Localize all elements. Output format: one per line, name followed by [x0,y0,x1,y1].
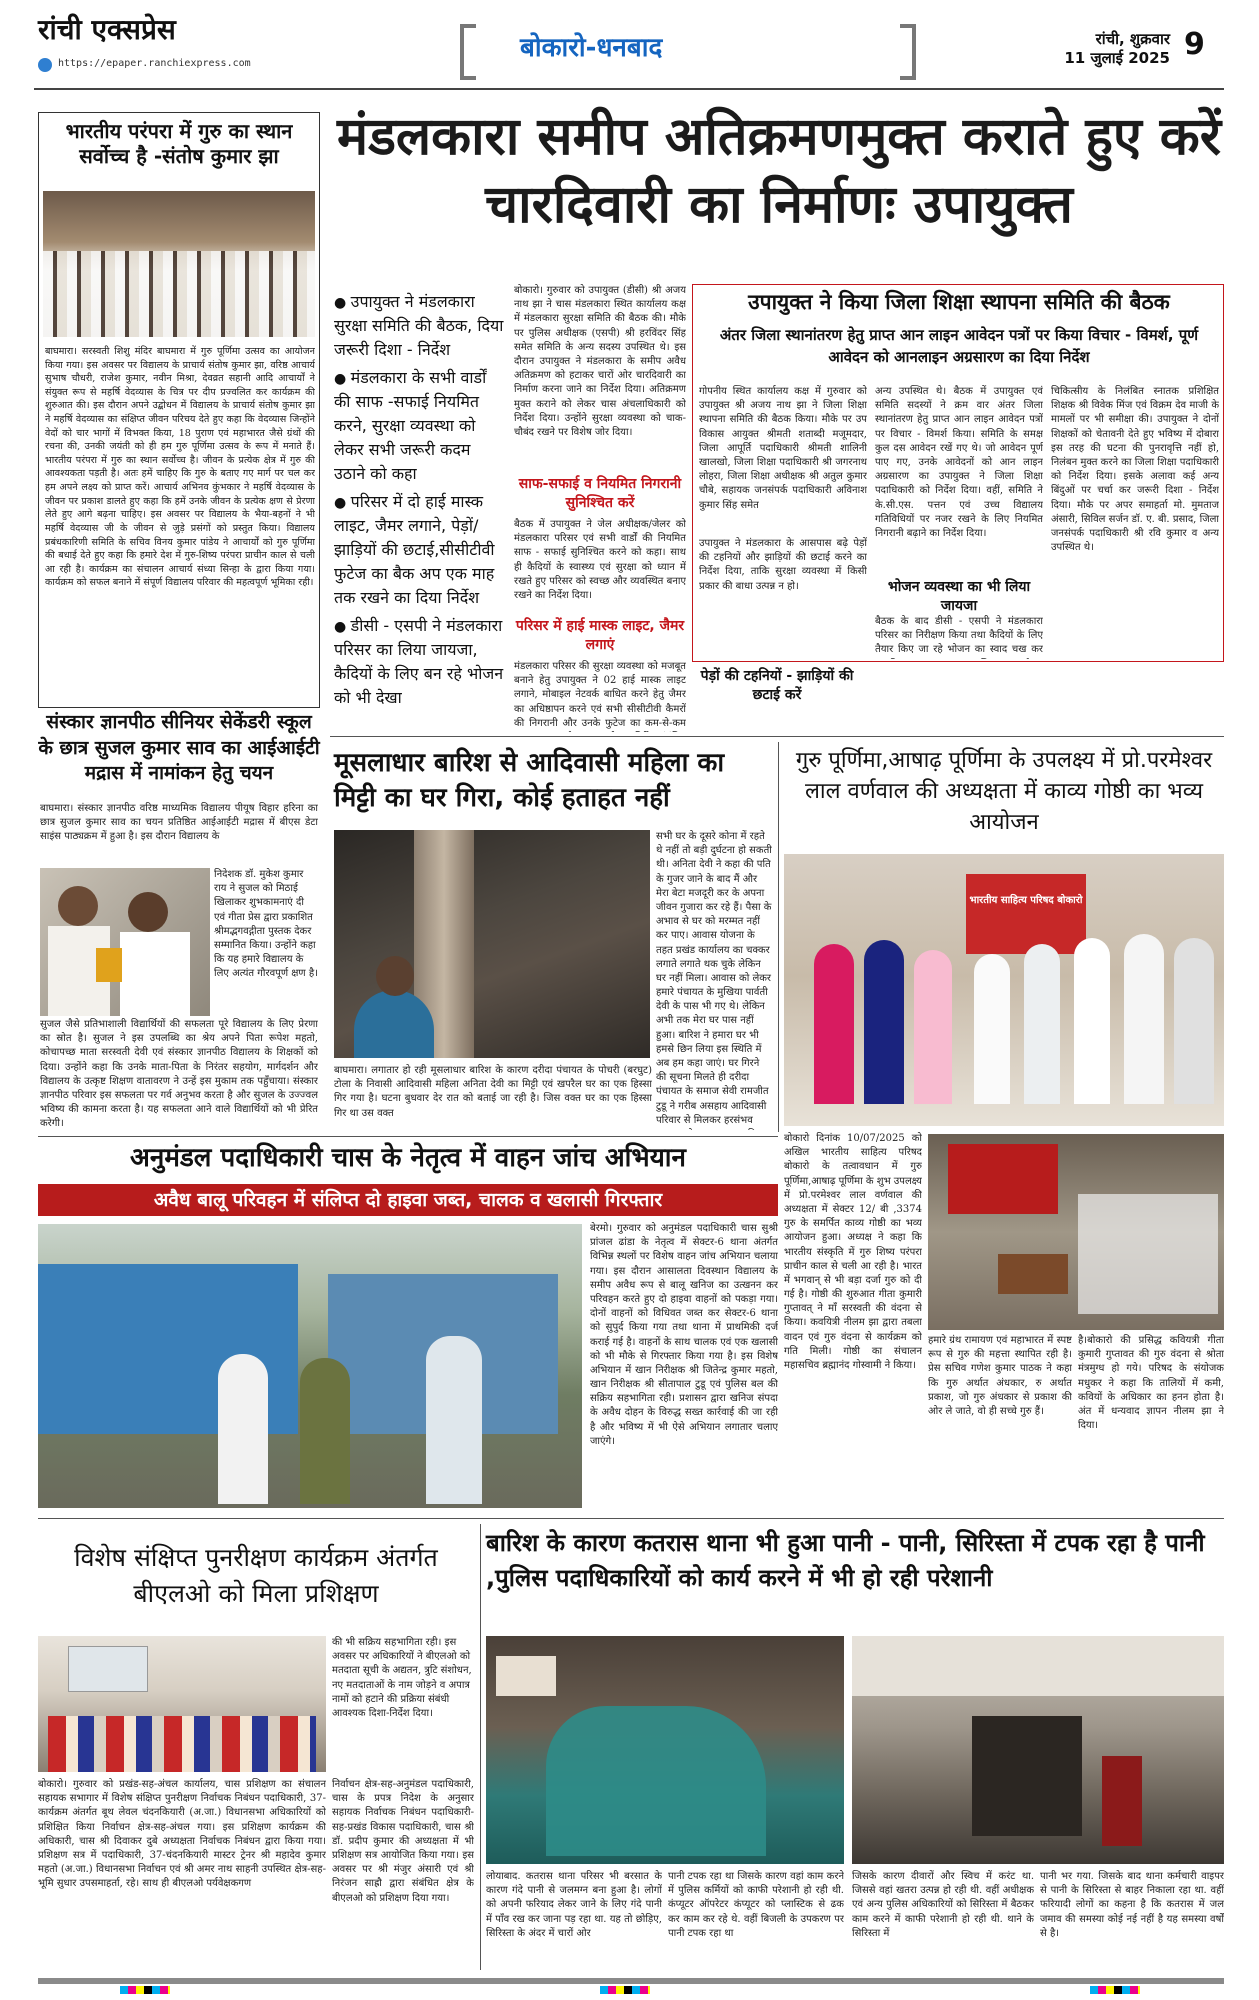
katras-body-3: जिसके कारण दीवारों और स्विच में करंट था. जिससे वहां खतरा उत्पन्न हो रही थी. वहीं अधीक्षक एवं अन्य पुलिस अधिकारियों को सिरिस्ता में बैठकर काम करने में काफी परेशानी हो रही थी. थाने के सिरिस्ता में [852,1871,1034,1939]
adivasi-body-1: सभी घर के दूसरे कोना में रहते थे नहीं तो बड़ी दुर्घटना हो सकती थी। अनिता देवी ने कहा की पति के गुजर जाने के बाद मैं और मेरा बेटा मजदूरी कर के अपना जीवन गुजारा कर रहे हैं। पैसा के अभाव से घर को मरम्मत नहीं कर पाए। आवास योजना के तहत प्रखंड कार्यालय का चक्कर लगाते लगाते थक चुके लेकिन घर नहीं मिला। आवास को लेकर हमारे पंचायत के मुखिया पार्वती देवी के पास भी गए थे। लेकिन अभी तक मेरा घर पास नहीं हुआ। बारिश ने हमारा घर भी हमसे छिन लिया इस स्थिति में अब हम कहा जाएं। घर गिरने की सूचना मिलते ही दरीदा पंचायत के समाज सेवी रामजीत टुडू ने गरीब असहाय आदिवासी परिवार से मिलकर हरसंभव [656,831,772,1126]
blo-body-2: बोकारो। गुरुवार को प्रखंड-सह-अंचल कार्यालय, चास प्रशिक्षण का संचालन सहायक सभागार में विशेष संक्षिप्त पुनरीक्षण निर्वाचक निबंधन पदाधिकारी, 37-कार्यक्रम अंतर्गत बूथ लेवल चंदनकियारी (अ.जा.) विधानसभा अधिकारियों को प्रशिक्षित किया निर्वाचन क्षेत्र-सह-अंचल गया। इस प्रशिक्षण कार्यक्रम की अधिकारी, चास श्री दिवाकर दुबे अध्यक्षता निर्वाचक निबंधन द्वारा किया गया। प्रशिक्षण सत्र में पदाधिकारी, 37-चंदनकियारी मास्टर ट्रेनर श्री महादेव कुमार महतो (अ.जा.) विधानसभा निर्वाचन एवं श्री अमर नाथ साहनी उपस्थित क्षेत्र-सह-भूमि सुधार उपसमाहर्ता, रहे। साथ ही बीएलओ पर्यवेक्षकगण [38,1779,326,1890]
divider-v-2 [480,1524,481,1970]
gosthi-body-2: हमारे ग्रंथ रामायण एवं महाभारत में स्पष्ट रूप से गुरु की महत्ता स्थापित रही है। प्रेस सचिव गणेश कुमार पाठक ने कहा कि गुरु अर्थात अंधकार, रु अर्थात प्रकाश, जो गुरु अंधकार से प्रकाश की ओर ले जाते, वो ही सच्चे गुरु हैं। [928,1335,1072,1417]
registration-mark-center [600,1986,650,1994]
shiksha-box [692,284,1224,662]
guru-headline: भारतीय परंपरा में गुरु का स्थान सर्वोच्च है -संतोष कुमार झा [65,119,293,168]
gosthi-meeting-photo [928,1134,1224,1330]
section-title: बोकारो-धनबाद [520,33,663,63]
katras-body-4: पानी भर गया. जिसके बाद थाना कर्मचारी वाइपर से पानी के सिरिस्ता से बाहर निकाला रहा था. वहीं फरियादी लोगों का कहना है कि कतरास में जल जमाव की समस्या कोई नई नहीं है यह समस्या वर्षों से है। [1040,1871,1224,1939]
adivasi-headline: मूसलाधार बारिश से आदिवासी महिला का मिट्टी का घर गिरा, कोई हताहत नहीं [334,748,725,814]
page-number: 9 [1184,27,1205,62]
katras-body-2: पानी टपक रहा था जिसके कारण वहां काम करने में पुलिस कर्मियों को काफी परेशानी हो रही थी. कंप्यूटर ऑपरेटर कंप्यूटर को प्लास्टिक से ढक कर काम कर रहे थे. वहीं बिजली के उपकरण पर पानी टपक रहा था [668,1871,844,1939]
gosthi-group-photo [784,854,1224,1126]
sanskar-body-3: सुजल जैसे प्रतिभाशाली विद्यार्थियों की सफलता पूरे विद्यालय के लिए प्रेरणा का स्रोत है। सुजल ने इस उपलब्धि का श्रेय अपने पिता रूपेश महतो, कोचापच्छ माता सरस्वती देवी एवं संस्कार ज्ञानपीठ विद्यालय के शिक्षकों को दिया। उन्होंने कहा कि उनके माता-पिता के निरंतर सहयोग, मार्गदर्शन और विद्यालय के उत्कृष्ट शिक्षण वातावरण ने उन्हें इस मुकाम तक पहुँचाया। संस्कार ज्ञानपीठ परिवार इस सफलता पर गर्व अनुभव करता है और सुजल के उज्ज्वल भविष्य की कामना करता है। यह सफलता आने वाले विद्यार्थियों को भी प्रेरित करेगी। [40,1019,318,1130]
award-photo [40,868,210,1016]
shiksha-subhead-2: भोजन व्यवस्था का भी लिया जायजा [887,579,1031,614]
blo-body-1: की भी सक्रिय सहभागिता रही। इस अवसर पर अधिकारियों ने बीएलओ को मतदाता सूची के अद्यतन, त्रुटि संशोधन, नए मतदाताओं के नाम जोड़ने व अपात्र नामों को हटाने की प्रक्रिया संबंधी आवश्यक दिशा-निर्देश दिया। [332,1637,472,1719]
blo-body-3: निर्वाचन क्षेत्र-सह-अनुमंडल पदाधिकारी, चास के प्रपत्र निदेश के अनुसार सहायक निर्वाचक निबंधन पदाधिकारी-सह-प्रखंड विकास पदाधिकारी, चास श्री डॉ. प्रदीप कुमार की अध्यक्षता में भी प्रशिक्षण सत्र आयोजित किया गया। इस अवसर पर श्री मंजुर अंसारी एवं श्री निरंजन साह्रौ द्वारा संबंधित क्षेत्र के बीएलओ को प्रशिक्षण दिया गया। [332,1779,474,1904]
katras-body-1: लोयाबाद. कतरास थाना परिसर भी बरसात के कारण गंदे पानी से जलमग्न बना हुआ है। लोगों को अपनी फरियाद लेकर जाने के लिए गंदे पानी में पाँव रख कर जाना पड़ रहा था. यह तो छोड़िए, सिरिस्ता के अंदर में चारों ओर [486,1871,662,1939]
epaper-url[interactable]: https://epaper.ranchiexpress.com [58,58,251,69]
gosthi-body-1: बोकारो दिनांक 10/07/2025 को अखिल भारतीय साहित्य परिषद बोकारो के तत्वावधान में गुरु पूर्णिमा,आषाढ़ पूर्णिमा के शुभ उपलक्ष्य में प्रो.परमेश्वर लाल वर्णवाल की अध्यक्षता में सेक्टर 12/ बी ,3374 गुरु के समर्पित काव्य गोष्ठी का भव्य आयोजन हुआ। अध्यक्ष ने कहा कि भारतीय संस्कृति में गुरु शिष्य परंपरा प्राचीन काल से चली आ रही है। भारत में भगवान् से भी बड़ा दर्जा गुरु को दी गई है। गोष्ठी की शुरुआत गीता कुमारी गुप्तावत् ने माँ सरस्वती की वंदना से किया। कवयित्री नीलम झा द्वारा तबला वादन एवं गुरु वंदना से कार्यक्रम को गति मिली। गोष्ठी का संचालन महासचिव ब्रह्मानंद गोस्वामी ने किया। [784,1133,922,1371]
mandal-subhead-1: साफ-सफाई व नियमित निगरानी सुनिश्चित करें [518,476,682,511]
vahan-body: बेरमो। गुरुवार को अनुमंडल पदाधिकारी चास सुश्री प्रांजल ढांडा के नेतृत्व में सेक्टर-6 थाना अंतर्गत विभिन्न स्थलों पर विशेष वाहन जांच अभियान चलाया गया। इस दौरान आसालता दिवस्थान विद्यालय के समीप अवैध रूप से बालू खनिज का उत्खनन कर परिवहन करते हुए दो हाइवा वाहनों को पकड़ा गया। दोनों वाहनों को विधिवत जब्त कर सेक्टर-6 थाना को सुपुर्द किया गया तथा थाना में प्राथमिकी दर्ज कराई गई है। वाहनों के साथ चालक एवं एक खलासी को भी मौके से गिरफ्तार किया गया है। इस विशेष अभियान में खान निरीक्षक श्री जितेन्द्र कुमार महतो, खान निरीक्षक श्री सीतापाल टुडू एवं पुलिस बल की सक्रिय सहभागिता रही। प्रशासन द्वारा खनिज संपदा के अवैध दोहन के विरुद्ध सख्त कार्रवाई की जा रही है और भविष्य में भी ऐसे अभियान लगातार चलाए जाएंगे। [590,1223,778,1447]
divider-v-1 [778,742,779,1132]
mandal-body-2: बैठक में उपायुक्त ने जेल अधीक्षक/जेलर को मंडलकारा परिसर एवं सभी वार्डों की नियमित साफ - सफाई सुनिश्चित करने को कहा। साथ ही कैदियों के स्वास्थ्य एवं सुरक्षा को ध्यान में रखते हुए परिसर को स्वच्छ और व्यवस्थित बनाए रखने का निर्देश दिया। [514,519,686,601]
training-photo [38,1636,326,1772]
sanskar-headline: संस्कार ज्ञानपीठ सीनियर सेकेंडरी स्कूल के छात्र सुजल कुमार साव का आईआईटी मद्रास में नामांकन हेतु चयन [38,711,320,785]
date-line [1040,30,1170,68]
students-photo [43,191,315,337]
mandal-bullet-4: ● डीसी - एसपी ने मंडलकारा परिसर का लिया जायजा, कैदियों के लिए बन रहे भोजन को भी देखा [334,614,504,710]
mandal-subhead-3: पेड़ों की टहनियों - झाड़ियों की छटाई करें [700,668,854,703]
vahan-strap-text: अवैध बालू परिवहन में संलिप्त दो हाइवा जब्त, चालक व खलासी गिरफ्तार [153,1189,663,1211]
sanskar-story [38,708,320,1130]
newspaper-logo: रांची एक्सप्रेस [38,13,176,46]
divider-2 [38,1136,778,1137]
guru-story [38,112,320,708]
sanskar-body-2: निदेशक डॉ. मुकेश कुमार राय ने सुजल को मिठाई खिलाकर शुभकामनाएं दी एवं गीता प्रेस द्वारा प्रकाशित श्रीमद्भगवद्गीता पुस्तक देकर सम्मानित किया। उन्होंने कहा कि यह हमारे विद्यालय के लिए अत्यंत गौरवपूर्ण क्षण है। [214,869,318,980]
shiksha-body-3: बैठक के बाद डीसी - एसपी ने मंडलकारा परिसर का निरीक्षण किया तथा कैदियों के लिए तैयार किए जा रहे भोजन का स्वाद चख कर [875,616,1043,656]
vahan-strap [38,1184,778,1216]
right-bracket [900,24,916,80]
mandal-bullet-3: ● परिसर में दो हाई मास्क लाइट, जैमर लगाने, पेड़ों/झाड़ियों की छटाई,सीसीटीवी फुटेज का बैक अप एक माह तक रखने का दिया निर्देश [334,490,504,610]
mandal-body-4: उपायुक्त ने मंडलकारा के आसपास बढ़े पेड़ों की टहनियों और झाड़ियों की छटाई करने का निर्देश दिया, ताकि सुरक्षा व्यवस्था में किसी प्रकार की बाधा उत्पन्न न हो। [699,538,867,592]
shiksha-subhead: अंतर जिला स्थानांतरण हेतु प्राप्त आन लाइन आवेदन पत्रों पर किया विचार - विमर्श, पूर्ण आवेदन को आनलाइन अग्रसारण का दिया निर्देश [719,326,1199,366]
divider-3 [38,1518,1224,1519]
leaking-ceiling-photo [852,1636,1224,1864]
gosthi-body-3: है।बोकारो की प्रसिद्ध कवियत्री गीता कुमारी गुप्तावत की गुरु वंदना से श्रोता मंत्रमुग्ध हो गये। परिषद के संयोजक मधुकर ने कहा कि तालियों में कमी, कवियों के अधिकार का हनन होता है। अंत में धन्यवाद ज्ञापन नीलम झा ने दिया। [1078,1335,1224,1432]
mandal-bullets [334,290,504,730]
gosthi-banner-text: भारतीय साहित्य परिषद बोकारो [969,895,1083,906]
shiksha-body-1: गोपनीय स्थित कार्यालय कक्ष में गुरुवार को उपायुक्त श्री अजय नाथ झा ने जिला शिक्षा स्थापना समिति की बैठक किया। मौके पर उप विकास आयुक्त श्रीमती शताब्दी मजूमदार, जिला आपूर्ति पदाधिकारी श्रीमती शालिनी खालखो, जिला शिक्षा पदाधिकारी श्री जगरनाथ लोहरा, जिला शिक्षा अधीक्षक श्री अतुल कुमार चौबे, सहायक जनसंपर्क पदाधिकारी अविनाश कुमार सिंह समेत [699,386,867,511]
masthead-rule [34,88,1224,90]
mandal-bullet-1: ● उपायुक्त ने मंडलकारा सुरक्षा समिति की बैठक, दिया जरूरी दिशा - निर्देश [334,290,504,362]
gosthi-banner [966,874,1086,954]
city-day: रांची, शुक्रवार [1095,30,1170,48]
registration-mark-left [120,1986,170,1994]
mandal-body-1: बोकारो। गुरुवार को उपायुक्त (डीसी) श्री अजय नाथ झा ने चास मंडलकारा स्थित कार्यालय कक्ष में मंडलकारा सुरक्षा समिति की बैठक की। मौके पर पुलिस अधीक्षक (एसपी) श्री हरविंदर सिंह समेत समिति के अन्य सदस्य उपस्थित थे। इस दौरान उपायुक्त ने मंडलकारा के समीप अवैध अतिक्रमण को हटाकर चारों ओर चारदिवारी का निर्माण करना जाने का निर्देश दिया। अतिक्रमण मुक्त कराने को लेकर चास अंचलाधिकारी को निर्देश दिया। उन्होंने सुरक्षा व्यवस्था को चाक-चौबंद रखने पर विशेष जोर दिया। [514,285,686,438]
trucks-photo [38,1224,582,1508]
footer-bar [38,1978,1224,1984]
collapsed-house-photo [334,830,650,1058]
divider-1 [330,736,1224,737]
mandal-headline: मंडलकारा समीप अतिक्रमणमुक्त कराते हुए करें चारदिवारी का निर्माणः उपायुक्त [336,107,1222,235]
shiksha-body-4: चिकित्सीय के निलंबित स्नातक प्रशिक्षित शिक्षक श्री विवेक मिंज एवं विक्रम देव माजी के मामलों पर भी समीक्षा की। उपायुक्त ने दोनों शिक्षकों को चेतावनी देते हुए भविष्य में दोबारा इस तरह की घटना की पुनरावृत्ति नहीं हो, निलंबन मुक्त करने का जिला शिक्षा पदाधिकारी को निर्देश दिया। इसके अलावा कई अन्य बिंदुओं पर चर्चा कर जरूरी दिशा - निर्देश दिया। मौके पर अपर समाहर्ता मो. मुमताज अंसारी, सिविल सर्जन डॉ. ए. बी. प्रसाद, जिला जनसंपर्क पदाधिकारी श्री रवि कुमार व अन्य उपस्थित थे। [1051,386,1219,554]
mandal-bullet-2: ● मंडलकारा के सभी वार्डों की साफ -सफाई नियमित करने, सुरक्षा व्यवस्था को लेकर सभी जरूरी कदम उठाने को कहा [334,366,504,486]
mandal-body-3: मंडलकारा परिसर की सुरक्षा व्यवस्था को मजबूत बनाने हेतु उपायुक्त ने 02 हाई मास्क लाइट लगाने, मोबाइल नेटवर्क बाधित करने हेतु जैमर का अधिष्ठापन करने एवं सभी सीसीटीवी कैमरों की निगरानी और उनके फुटेज का कम-से-कम [514,661,686,729]
shiksha-body-2: अन्य उपस्थित थे। बैठक में उपायुक्त एवं समिति सदस्यों ने क्रम वार अंतर जिला स्थानांतरण हेतु प्राप्त आन लाइन आवेदन पत्रों पर विचार - विमर्श किया। समिति के समक्ष कुल दस आवेदन रखें गए थे। जो आवेदन पूर्ण पाए गए, उनके आवेदनों को आन लाइन अग्रसारण का उपायुक्त ने जिला शिक्षा पदाधिकारी को निर्देश दिया। वहीं, समिति ने के.सी.एस. पत्तन एवं उच्च विद्यालय गतिविधियों पर नजर रखने के लिए नियमित निगरानी बढ़ाने का निर्देश दिया। [875,386,1043,539]
masthead [0,0,1259,92]
blo-headline: विशेष संक्षिप्त पुनरीक्षण कार्यक्रम अंतर्गत बीएलओ को मिला प्रशिक्षण [74,1543,438,1609]
guru-body: बाघमारा। सरस्वती शिशु मंदिर बाघमारा में गुरु पूर्णिमा उत्सव का आयोजन किया गया। इस अवसर पर विद्यालय के प्राचार्य संतोष कुमार झा, वरिष्ठ आचार्य सुभाष चौधरी, राजेश कुमार, नवीन मिश्रा, देवव्रत सहानी आदि आचार्यों ने संयुक्त रूप से महर्षि वेदव्यास के चित्र पर दीप प्रज्वलित कर कार्यक्रम की शुरुआत की। इस दौरान अपने उद्बोधन में विद्यालय के प्राचार्य संतोष कुमार झा ने महर्षि वेदव्यास का संक्षिप्त जीवन परिचय देते हुए कहा कि वेदव्यास जिन्होंने वेदों को चार भागों में विभक्त किया, 18 पुराण एवं महाभारत जैसे ग्रंथों की रचना की, उनकी जयंती को ही हम गुरु पूर्णिमा उत्सव के रूप में मनाते हैं। भारतीय परंपरा में गुरु का स्थान सर्वोच्च है। जीवन के प्रत्येक क्षेत्र में गुरु की आवश्यकता पड़ती है। अतः हमें चाहिए कि गुरु के बताए गए मार्ग पर चल कर हम अपने लक्ष्य को प्राप्त करें। आचार्य अभिनव कुंभकार ने महर्षि वेदव्यास के जीवन पर प्रकाश डालते हुए कहा कि हमें उनके जीवन के प्रत्येक क्षण से प्रेरणा लेते हुए आगे बढ़ना चाहिए। इस अवसर पर विद्यालय के भैया-बहनों ने भी महर्षि वेदव्यास जी के जीवन से जुड़े प्रसंगों को प्रस्तुत किया। विद्यालय प्रबंधकारिणी समिति के सचिव विनय कुमार पांडेय ने आचार्यों को गुरु पूर्णिमा की बधाई देते हुए कहा कि हमारे देश में गुरु-शिष्य परंपरा प्राचीन काल से चली आ रही है। कार्यक्रम का संचालन आचार्य संध्या सिन्हा के द्वारा किया गया। कार्यक्रम को सफल बनाने में संपूर्ण विद्यालय परिवार की महत्वपूर्ण भूमिका रही। [45,346,315,589]
issue-date: 11 जुलाई 2025 [1064,48,1170,67]
vahan-headline: अनुमंडल पदाधिकारी चास के नेतृत्व में वाहन जांच अभियान [130,1143,686,1173]
sanskar-body-1: बाघमारा। संस्कार ज्ञानपीठ वरिष्ठ माध्यमिक विद्यालय पीयूष विहार हरिना का छात्र सुजल कुमार साव का चयन प्रतिष्ठित आईआईटी मद्रास में बीएस डेटा साइंस पाठ्यक्रम में हुआ है। इस दौरान विद्यालय के [40,803,318,843]
adivasi-body-2: बाघमारा। लगातार हो रही मूसलाधार बारिश के कारण दरीदा पंचायत के पोचरी (बरघुट) टोला के निवासी आदिवासी महिला अनिता देवी का मिट्टी एवं खपरैल घर का एक हिस्सा गिर गया है। घटना बुधवार देर रात को बताई जा रही है। जिस वक्त घर का एक हिस्सा गिर था उस वक्त [334,1065,652,1119]
mandal-subhead-2: परिसर में हाई मास्क लाइट, जैमर लगाएं [515,618,685,653]
katras-headline: बारिश के कारण कतरास थाना भी हुआ पानी - पानी, सिरिस्ता में टपक रहा है पानी ,पुलिस पदाधिकारियों को कार्य करने में भी हो रही परेशानी [486,1529,1205,1592]
globe-icon [38,58,52,72]
registration-mark-right [1090,1986,1140,1994]
flooded-office-photo [486,1636,844,1864]
gosthi-headline: गुरु पूर्णिमा,आषाढ़ पूर्णिमा के उपलक्ष्य में प्रो.परमेश्वर लाल वर्णवाल की अध्यक्षता में काव्य गोष्ठी का भव्य आयोजन [795,748,1213,835]
shiksha-headline: उपायुक्त ने किया जिला शिक्षा स्थापना समिति की बैठक [748,290,1170,314]
left-bracket [460,24,476,80]
